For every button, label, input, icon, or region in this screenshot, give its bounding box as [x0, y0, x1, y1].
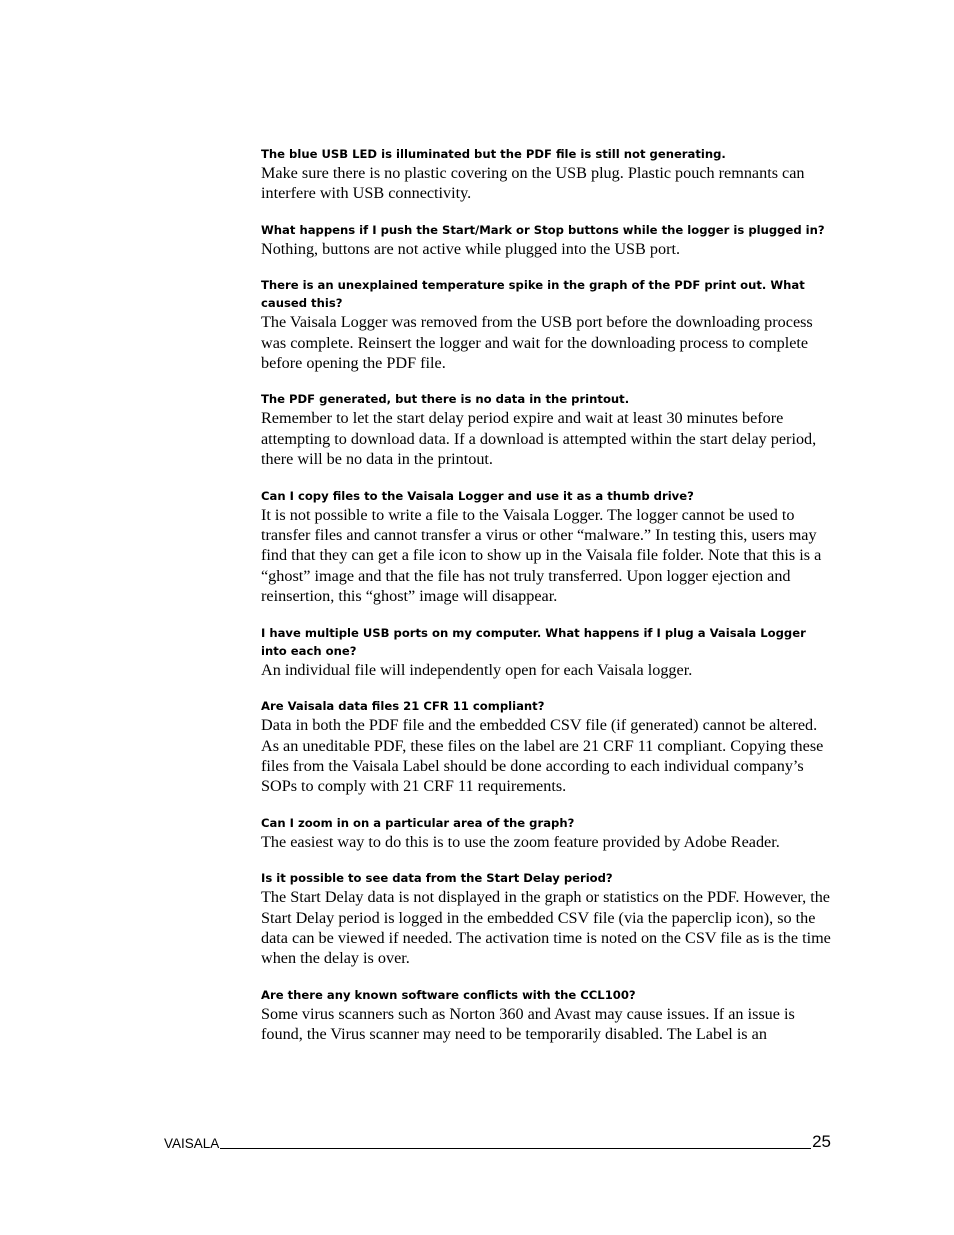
faq-answer: Nothing, buttons are not active while plugged into the USB port. [261, 239, 681, 258]
faq-item [261, 487, 833, 607]
faq-answer: It is not possible to write a file to the Vaisala Logger. The logger cannot be used to transfer files and cannot transfer a virus or other “malware.” In testing this, users may find that they can get a file icon to show up in the Vaisala file folder. Note that this is a “ghost” image and that the file has not truly transferred. Upon logger ejection and reinsertion, this “ghost” image will disappear. [261, 505, 822, 606]
faq-answer: Some virus scanners such as Norton 360 and Avast may cause issues. If an issue is found, the Virus scanner may need to be temporarily disabled. The Label is an [261, 1004, 795, 1044]
faq-item [261, 697, 833, 797]
faq-item [261, 276, 833, 373]
faq-list [261, 145, 833, 1062]
faq-item [261, 986, 833, 1045]
footer-rule [220, 1148, 811, 1149]
faq-answer: Data in both the PDF file and the embedded CSV file (if generated) cannot be altered. As an uneditable PDF, these files on the label are 21 CRF 11 compliant. Copying these files from the Vaisala Label should be done according to each individual company’s SOPs to comply with 21 CRF 11 requirements. [261, 716, 824, 796]
page-footer [164, 1130, 831, 1152]
faq-answer: Remember to let the start delay period expire and wait at least 30 minutes before attempting to download data. If a download is attempted within the start delay period, there will be no data in the printout. [261, 409, 817, 469]
faq-item [261, 814, 833, 852]
faq-question: Are Vaisala data files 21 CFR 11 compliant? [261, 699, 545, 714]
faq-question: Can I zoom in on a particular area of the graph? [261, 815, 575, 830]
faq-item [261, 390, 833, 469]
footer-brand: VAISALA [164, 1136, 220, 1151]
faq-answer: The Start Delay data is not displayed in the graph or statistics on the PDF. However, the Start Delay period is logged in the embedded CSV file (via the paperclip icon), so the data can be viewed if needed. The activation time is noted on the CSV file as is the time when the delay is over. [261, 888, 831, 968]
faq-answer: The easiest way to do this is to use the zoom feature provided by Adobe Reader. [261, 832, 780, 851]
page-number: 25 [812, 1132, 831, 1151]
faq-question: I have multiple USB ports on my computer. What happens if I plug a Vaisala Logger into each one? [261, 625, 806, 658]
faq-item [261, 221, 833, 259]
faq-item [261, 869, 833, 969]
faq-item [261, 145, 833, 204]
faq-question: What happens if I push the Start/Mark or Stop buttons while the logger is plugged in? [261, 222, 825, 237]
faq-question: Are there any known software conflicts with the CCL100? [261, 987, 636, 1002]
faq-question: Can I copy files to the Vaisala Logger and use it as a thumb drive? [261, 488, 694, 503]
faq-item [261, 624, 833, 680]
faq-answer: Make sure there is no plastic covering on the USB plug. Plastic pouch remnants can interfere with USB connectivity. [261, 164, 805, 203]
faq-question: There is an unexplained temperature spike in the graph of the PDF print out. What caused this? [261, 278, 805, 311]
faq-question: Is it possible to see data from the Start Delay period? [261, 871, 613, 886]
faq-question: The blue USB LED is illuminated but the PDF file is still not generating. [261, 147, 726, 161]
faq-question: The PDF generated, but there is no data in the printout. [261, 392, 630, 407]
faq-answer: An individual file will independently open for each Vaisala logger. [261, 660, 693, 679]
faq-answer: The Vaisala Logger was removed from the USB port before the downloading process was complete. Reinsert the logger and wait for the downloading process to complete before opening the PDF file. [261, 313, 813, 373]
